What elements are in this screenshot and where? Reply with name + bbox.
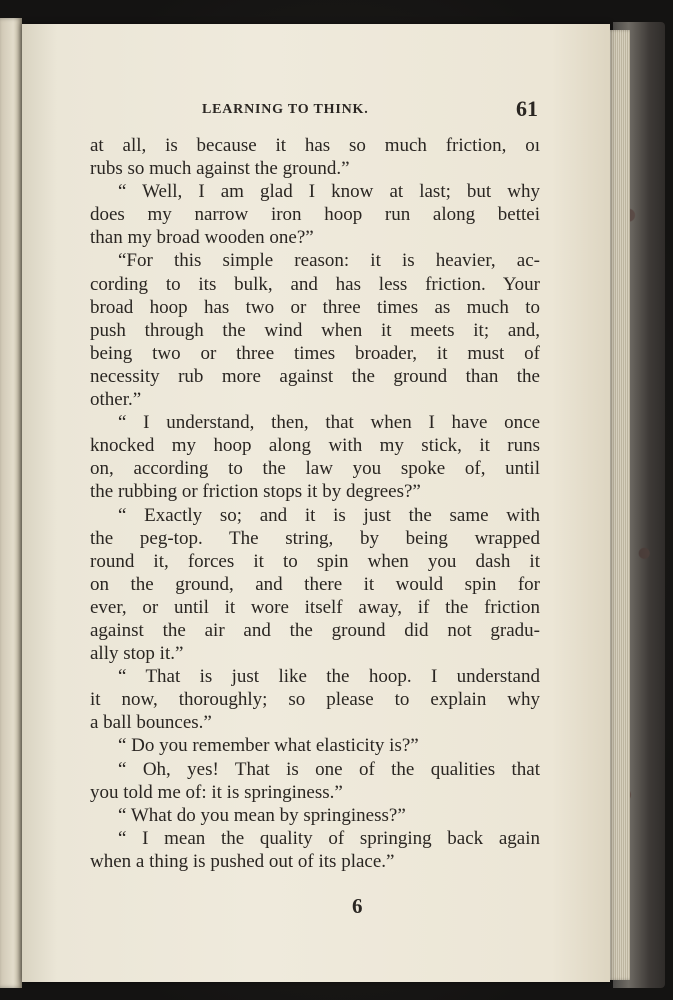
text-line: ever, or until it wore itself away, if the friction (90, 596, 540, 618)
text-line: than my broad wooden one?” (90, 227, 314, 249)
body-text (90, 134, 540, 873)
text-line: when a thing is pushed out of its place.” (90, 850, 395, 872)
text-line: it now, thoroughly; so please to explain why (90, 689, 540, 711)
text-line: ally stop it.” (90, 643, 184, 665)
page-header (90, 96, 540, 126)
text-line: “ Well, I am glad I know at last; but why (118, 181, 540, 203)
text-line: “ Exactly so; and it is just the same with (118, 504, 540, 526)
left-page-edge (0, 18, 22, 988)
text-line: cording to its bulk, and has less friction. Your (90, 273, 540, 295)
text-line: “ That is just like the hoop. I understand (118, 666, 540, 688)
text-line: “ Oh, yes! That is one of the qualities that (118, 758, 540, 780)
text-line: the peg-top. The string, by being wrapped (90, 527, 540, 549)
running-head: LEARNING TO THINK. (202, 102, 369, 117)
text-line: at all, is because it has so much friction, oı (90, 135, 540, 156)
text-line: knocked my hoop along with my stick, it runs (90, 435, 540, 457)
text-line: necessity rub more against the ground than the (90, 365, 540, 387)
text-line: “For this simple reason: it is heavier, ac- (118, 250, 540, 272)
page-number: 61 (516, 96, 538, 121)
text-line: “ Do you remember what elasticity is?” (118, 735, 419, 757)
text-line: rubs so much against the ground.” (90, 158, 350, 180)
text-line: being two or three times broader, it must of (90, 342, 540, 364)
text-line: push through the wind when it meets it; and, (90, 319, 540, 341)
text-line: a ball bounces.” (90, 712, 212, 734)
signature-mark: 6 (352, 894, 363, 918)
text-line: on the ground, and there it would spin for (90, 573, 540, 595)
text-line: broad hoop has two or three times as much to (90, 296, 540, 318)
text-line: other.” (90, 389, 142, 411)
text-line: on, according to the law you spoke of, until (90, 458, 540, 480)
book-page (22, 24, 610, 982)
text-line: round it, forces it to spin when you dash it (90, 550, 540, 572)
text-line: “ I mean the quality of springing back again (118, 827, 540, 849)
text-line: does my narrow iron hoop run along bettei (90, 204, 540, 226)
text-line: you told me of: it is springiness.” (90, 781, 343, 803)
text-line: the rubbing or friction stops it by degrees?” (90, 481, 421, 503)
text-line: “ What do you mean by springiness?” (118, 804, 406, 826)
text-line: “ I understand, then, that when I have once (118, 412, 540, 434)
text-line: against the air and the ground did not gradu- (90, 619, 540, 641)
